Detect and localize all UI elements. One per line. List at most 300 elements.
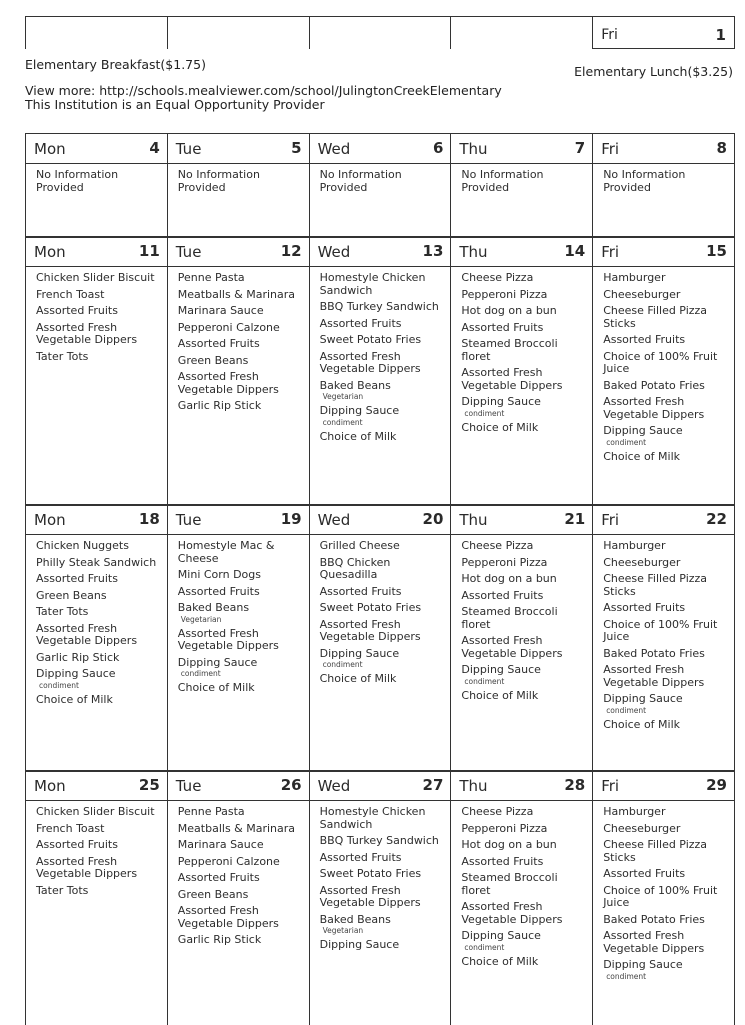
menu-item: [461, 901, 588, 926]
menu-item-label: Green Beans: [177, 353, 249, 367]
menu-item: [461, 956, 588, 969]
menu-item-list: [593, 164, 734, 194]
menu-item: [178, 586, 305, 599]
menu-item: [320, 318, 447, 331]
menu-item: [603, 289, 730, 302]
menu-item-label: Dipping Sauce: [603, 424, 683, 437]
menu-item-label: Assorted Fruits: [461, 320, 544, 334]
day-name: Fri: [601, 777, 620, 795]
day-name: Fri: [601, 511, 620, 529]
menu-item: [36, 668, 163, 690]
day-name: Tue: [175, 140, 202, 158]
day-name: Mon: [34, 140, 66, 158]
day-header: [310, 237, 451, 267]
menu-item-label: Baked Potato Fries: [603, 912, 705, 926]
menu-item: [178, 400, 305, 413]
menu-item-label: No Information Provided: [603, 168, 686, 194]
menu-item-label: Pepperoni Pizza: [461, 287, 548, 301]
day-header: [26, 134, 167, 164]
menu-item: [461, 338, 588, 363]
menu-item-label: Cheese Pizza: [461, 805, 534, 818]
menu-item-label: Dipping Sauce: [461, 929, 541, 942]
menu-item: [320, 648, 447, 670]
menu-item-label: Choice of Milk: [177, 681, 255, 694]
menu-item: [461, 396, 588, 418]
day-header: [168, 505, 309, 535]
menu-item: [603, 959, 730, 981]
menu-item: [461, 272, 588, 285]
day-name: Mon: [34, 777, 66, 795]
menu-item: [36, 590, 163, 603]
menu-item-label: Assorted Fruits: [603, 601, 686, 614]
menu-item: [461, 322, 588, 335]
menu-item-label: Cheese Pizza: [461, 271, 534, 284]
menu-item: [178, 322, 305, 335]
menu-item-list: [168, 267, 309, 413]
menu-item: [320, 806, 447, 831]
menu-item-label: Dipping Sauce: [603, 958, 683, 971]
menu-item-label: Baked Beans: [319, 912, 391, 926]
menu-item: [461, 690, 588, 703]
menu-item: [36, 623, 163, 648]
menu-item: [36, 823, 163, 836]
day-date: 13: [422, 242, 444, 260]
menu-item-label: Assorted Fruits: [603, 333, 686, 346]
menu-item-label: Choice of Milk: [319, 429, 397, 443]
day-cell: [450, 237, 592, 505]
day-header: [168, 237, 309, 267]
day-header: [451, 134, 592, 164]
menu-item: [603, 380, 730, 393]
menu-item: [178, 540, 305, 565]
menu-item: [603, 839, 730, 864]
menu-item: [36, 694, 163, 707]
day-cell: [309, 237, 451, 505]
menu-item: [320, 405, 447, 427]
day-cell: [25, 771, 167, 1025]
menu-item-list: [168, 801, 309, 947]
menu-item-label: Assorted Fresh Vegetable Dippers: [603, 663, 705, 689]
menu-item-label: Cheeseburger: [603, 555, 681, 569]
menu-item: [603, 334, 730, 347]
menu-item: [178, 628, 305, 653]
menu-item-note: condiment: [606, 705, 647, 715]
menu-item: [461, 289, 588, 302]
day-header: [310, 505, 451, 535]
menu-item: [461, 930, 588, 952]
menu-item-label: Choice of Milk: [461, 688, 539, 702]
menu-item: [603, 930, 730, 955]
menu-item: [320, 673, 447, 686]
day-header: [593, 771, 734, 801]
menu-item: [178, 934, 305, 947]
menu-item: [36, 272, 163, 285]
menu-item-label: Steamed Broccoli floret: [461, 871, 558, 897]
menu-item-label: BBQ Turkey Sandwich: [319, 834, 439, 847]
day-header: [168, 771, 309, 801]
day-header: [451, 505, 592, 535]
menu-item: [603, 868, 730, 881]
empty-cell: [450, 17, 592, 49]
menu-item-label: Assorted Fruits: [461, 588, 544, 602]
menu-item: [461, 606, 588, 631]
menu-item-label: Homestyle Chicken Sandwich: [319, 805, 426, 831]
menu-item: [461, 422, 588, 435]
day-cell: [592, 134, 735, 237]
menu-item-label: Sweet Potato Fries: [319, 867, 422, 880]
day-date: 11: [138, 242, 160, 260]
menu-item: [36, 322, 163, 347]
menu-item-list: [310, 164, 451, 194]
menu-item-label: Tater Tots: [36, 605, 89, 618]
menu-item: [320, 885, 447, 910]
menu-item: [178, 355, 305, 368]
menu-item: [320, 351, 447, 376]
menu-item: [320, 914, 447, 936]
menu-item: [320, 868, 447, 881]
day-date: 19: [280, 510, 302, 528]
menu-item: [178, 338, 305, 351]
menu-item: [320, 939, 447, 952]
menu-item-list: [593, 535, 734, 731]
menu-item: [603, 619, 730, 644]
menu-item-label: Assorted Fresh Vegetable Dippers: [319, 883, 421, 909]
menu-item-label: Choice of 100% Fruit Juice: [603, 883, 718, 909]
menu-item-label: Assorted Fruits: [36, 572, 118, 585]
menu-item-label: BBQ Chicken Quesadilla: [319, 555, 391, 581]
menu-item-label: Marinara Sauce: [177, 304, 264, 317]
menu-item: [461, 557, 588, 570]
menu-item: [36, 289, 163, 302]
menu-item-label: Dipping Sauce: [319, 646, 400, 660]
day-date: 1: [715, 26, 726, 44]
menu-item: [603, 425, 730, 447]
menu-item-label: Penne Pasta: [177, 271, 245, 284]
menu-item-label: Assorted Fruits: [36, 838, 118, 851]
menu-item: [603, 719, 730, 732]
menu-item-list: [593, 267, 734, 463]
menu-item-note: Vegetarian: [322, 392, 364, 401]
menu-item: [320, 557, 447, 582]
menu-item-note: Vegetarian: [180, 614, 222, 624]
menu-item-label: Homestyle Mac & Cheese: [177, 539, 275, 565]
menu-item: [603, 451, 730, 464]
menu-item: [178, 289, 305, 302]
day-name: Thu: [459, 511, 488, 529]
menu-item: [178, 602, 305, 624]
menu-item-label: Assorted Fruits: [177, 337, 260, 350]
day-date: 27: [422, 776, 444, 794]
menu-item-note: condiment: [322, 417, 363, 427]
menu-item: [178, 682, 305, 695]
menu-item-label: Steamed Broccoli floret: [461, 337, 558, 363]
menu-item-label: Assorted Fruits: [36, 304, 118, 317]
day-cell: [167, 237, 309, 505]
menu-item: [461, 573, 588, 586]
day-date: 20: [422, 510, 444, 528]
day-date: 26: [280, 776, 302, 794]
day-name: Wed: [317, 140, 351, 158]
day-cell-fri-1: [592, 17, 735, 49]
menu-item-label: Baked Beans: [319, 378, 391, 392]
menu-item-label: Assorted Fresh Vegetable Dippers: [177, 904, 279, 930]
day-name: Tue: [175, 511, 202, 529]
menu-item: [461, 635, 588, 660]
menu-item-label: Mini Corn Dogs: [177, 568, 261, 581]
day-name: Wed: [317, 511, 351, 529]
menu-item: [36, 652, 163, 665]
day-name: Thu: [459, 243, 488, 261]
week-row: [25, 770, 735, 1025]
menu-item: [603, 351, 730, 376]
menu-item-note: Vegetarian: [322, 926, 364, 935]
menu-item: [178, 371, 305, 396]
day-date: 5: [291, 139, 302, 157]
menu-item-list: [168, 535, 309, 695]
empty-cell: [309, 17, 451, 49]
menu-item: [461, 856, 588, 869]
day-cell: [592, 771, 735, 1025]
menu-item: [603, 885, 730, 910]
menu-item: [461, 839, 588, 852]
menu-item-label: Green Beans: [177, 887, 249, 901]
menu-item-label: Choice of Milk: [319, 672, 397, 685]
menu-item-label: Hot dog on a bun: [461, 304, 557, 317]
menu-item: [178, 839, 305, 852]
menu-item-label: Dipping Sauce: [461, 663, 541, 676]
menu-item: [320, 431, 447, 444]
day-date: 15: [706, 242, 727, 260]
menu-item: [603, 305, 730, 330]
menu-item: [36, 557, 163, 570]
day-cell: [25, 134, 167, 237]
menu-item-label: Pepperoni Pizza: [461, 821, 548, 835]
day-header: [593, 134, 734, 164]
day-cell: [309, 771, 451, 1025]
menu-item-label: Choice of Milk: [603, 449, 681, 463]
day-cell: [167, 134, 309, 237]
menu-item: [603, 573, 730, 598]
menu-item: [36, 806, 163, 819]
menu-item-list: [168, 164, 309, 194]
day-header: [26, 505, 167, 535]
menu-item-label: Choice of Milk: [36, 692, 113, 706]
menu-item-label: No Information Provided: [36, 168, 119, 194]
menu-item: [603, 557, 730, 570]
menu-item: [461, 872, 588, 897]
day-header: [310, 134, 451, 164]
menu-item-label: Green Beans: [36, 588, 107, 602]
menu-item-label: Sweet Potato Fries: [319, 333, 422, 346]
menu-item-label: Choice of 100% Fruit Juice: [603, 617, 718, 643]
menu-item: [461, 806, 588, 819]
day-cell: [167, 771, 309, 1025]
menu-item: [320, 380, 447, 402]
day-header: [451, 237, 592, 267]
menu-item-label: Baked Potato Fries: [603, 646, 705, 660]
menu-item-label: Assorted Fruits: [603, 867, 686, 880]
menu-item-list: [26, 801, 167, 897]
menu-item: [461, 590, 588, 603]
menu-item: [320, 602, 447, 615]
menu-item-label: Assorted Fruits: [177, 584, 260, 598]
menu-item-label: Assorted Fruits: [319, 584, 402, 598]
day-cell: [309, 505, 451, 771]
menu-item-label: Garlic Rip Stick: [177, 399, 262, 412]
menu-item: [178, 889, 305, 902]
menu-item: [603, 169, 730, 194]
menu-item-label: Tater Tots: [36, 349, 89, 363]
menu-item: [320, 835, 447, 848]
menu-item: [320, 586, 447, 599]
menu-item-label: Cheese Pizza: [461, 539, 534, 552]
menu-item-label: Garlic Rip Stick: [36, 650, 120, 664]
menu-item-label: Baked Beans: [177, 601, 250, 614]
day-date: 12: [280, 242, 302, 260]
menu-item-note: condiment: [464, 408, 505, 418]
menu-item: [461, 664, 588, 686]
day-header: [593, 505, 734, 535]
menu-item: [603, 693, 730, 715]
menu-item-label: Sweet Potato Fries: [319, 601, 422, 614]
menu-item: [36, 351, 163, 364]
menu-item-note: condiment: [606, 437, 647, 447]
day-date: 21: [564, 510, 586, 528]
day-cell: [25, 505, 167, 771]
menu-item: [603, 396, 730, 421]
menu-item-label: Dipping Sauce: [461, 395, 541, 408]
menu-item-label: Assorted Fresh Vegetable Dippers: [461, 634, 563, 660]
menu-item-list: [310, 267, 451, 443]
menu-item-label: Assorted Fresh Vegetable Dippers: [177, 626, 279, 652]
menu-item-note: condiment: [180, 669, 221, 678]
menu-item-note: condiment: [464, 676, 505, 686]
day-cell: [450, 771, 592, 1025]
menu-item: [178, 872, 305, 885]
menu-item-label: Pepperoni Calzone: [177, 320, 280, 334]
menu-item-label: Assorted Fresh Vegetable Dippers: [461, 366, 563, 392]
menu-item-label: Cheese Filled Pizza Sticks: [603, 304, 708, 330]
menu-item: [178, 806, 305, 819]
menu-item-label: Grilled Cheese: [319, 539, 400, 552]
menu-item: [603, 648, 730, 661]
day-cell: [25, 237, 167, 505]
week-row: [25, 236, 735, 506]
day-date: 7: [574, 139, 586, 157]
menu-item-label: Assorted Fresh Vegetable Dippers: [36, 854, 138, 880]
menu-item: [36, 856, 163, 881]
menu-item-label: French Toast: [36, 287, 105, 301]
menu-item-label: Assorted Fresh Vegetable Dippers: [36, 320, 138, 346]
menu-item: [178, 169, 305, 194]
menu-item-label: Meatballs & Marinara: [177, 287, 296, 301]
menu-item-label: Chicken Slider Biscuit: [36, 271, 155, 284]
menu-item-label: No Information Provided: [461, 168, 544, 194]
menu-item-label: French Toast: [36, 821, 105, 835]
menu-item-list: [26, 535, 167, 706]
empty-cell: [167, 17, 309, 49]
menu-item-label: Dipping Sauce: [177, 655, 258, 669]
menu-item: [320, 169, 447, 194]
menu-item: [36, 839, 163, 852]
menu-item-label: Assorted Fresh Vegetable Dippers: [319, 349, 421, 375]
menu-item-label: Choice of Milk: [603, 717, 681, 731]
menu-item-label: Dipping Sauce: [36, 667, 116, 680]
day-date: 4: [149, 139, 160, 157]
menu-item-list: [451, 801, 592, 968]
menu-item-label: Choice of 100% Fruit Juice: [603, 349, 718, 375]
menu-item: [178, 272, 305, 285]
menu-item: [320, 852, 447, 865]
menu-item: [461, 823, 588, 836]
menu-item: [461, 169, 588, 194]
menu-item-label: Garlic Rip Stick: [177, 933, 262, 946]
menu-item: [320, 301, 447, 314]
day-cell: [592, 237, 735, 505]
day-name: Wed: [317, 243, 351, 261]
menu-item: [178, 657, 305, 679]
menu-item: [178, 305, 305, 318]
day-header: [26, 771, 167, 801]
menu-item: [36, 573, 163, 586]
menu-item-label: Cheeseburger: [603, 287, 681, 301]
menu-item-label: Assorted Fresh Vegetable Dippers: [603, 929, 705, 955]
menu-item: [320, 619, 447, 644]
menu-item-label: Assorted Fresh Vegetable Dippers: [36, 621, 138, 647]
menu-item-note: condiment: [39, 680, 79, 690]
day-header: [451, 771, 592, 801]
menu-item: [603, 272, 730, 285]
menu-item-label: Assorted Fresh Vegetable Dippers: [319, 617, 421, 643]
day-date: 14: [564, 242, 586, 260]
menu-item: [178, 569, 305, 582]
day-name: Fri: [601, 140, 620, 158]
day-header: [168, 134, 309, 164]
view-more-link[interactable]: View more: http://schools.mealviewer.com/school/JulingtonCreekElementary: [25, 83, 502, 98]
day-name: Mon: [34, 243, 66, 261]
menu-item-label: Baked Potato Fries: [603, 378, 705, 392]
menu-item-label: Cheeseburger: [603, 821, 681, 835]
menu-item-list: [310, 801, 451, 952]
menu-item-label: Dipping Sauce: [319, 938, 400, 951]
day-date: 8: [716, 139, 727, 157]
menu-item-label: Steamed Broccoli floret: [461, 605, 558, 631]
menu-item-label: Pepperoni Calzone: [177, 854, 280, 868]
menu-item-label: No Information Provided: [177, 168, 260, 194]
day-cell: [167, 505, 309, 771]
menu-item: [36, 540, 163, 553]
menu-item-label: No Information Provided: [319, 168, 402, 194]
menu-item-label: Choice of Milk: [461, 954, 539, 968]
menu-item: [320, 272, 447, 297]
menu-item-list: [26, 267, 167, 363]
menu-item: [36, 169, 163, 194]
menu-item-label: Hamburger: [603, 539, 666, 552]
week-row: [25, 504, 735, 772]
menu-item-label: Assorted Fruits: [461, 854, 544, 868]
menu-item: [320, 540, 447, 553]
menu-item-label: Hot dog on a bun: [461, 838, 557, 851]
menu-item: [603, 823, 730, 836]
day-name: Thu: [459, 777, 488, 795]
lunch-price: Elementary Lunch($3.25): [574, 64, 733, 79]
menu-item-list: [451, 267, 592, 434]
day-date: 28: [564, 776, 586, 794]
menu-item-label: Homestyle Chicken Sandwich: [319, 271, 426, 297]
day-date: 22: [706, 510, 727, 528]
menu-item-label: Chicken Slider Biscuit: [36, 805, 155, 818]
menu-item-label: Assorted Fruits: [319, 850, 402, 864]
